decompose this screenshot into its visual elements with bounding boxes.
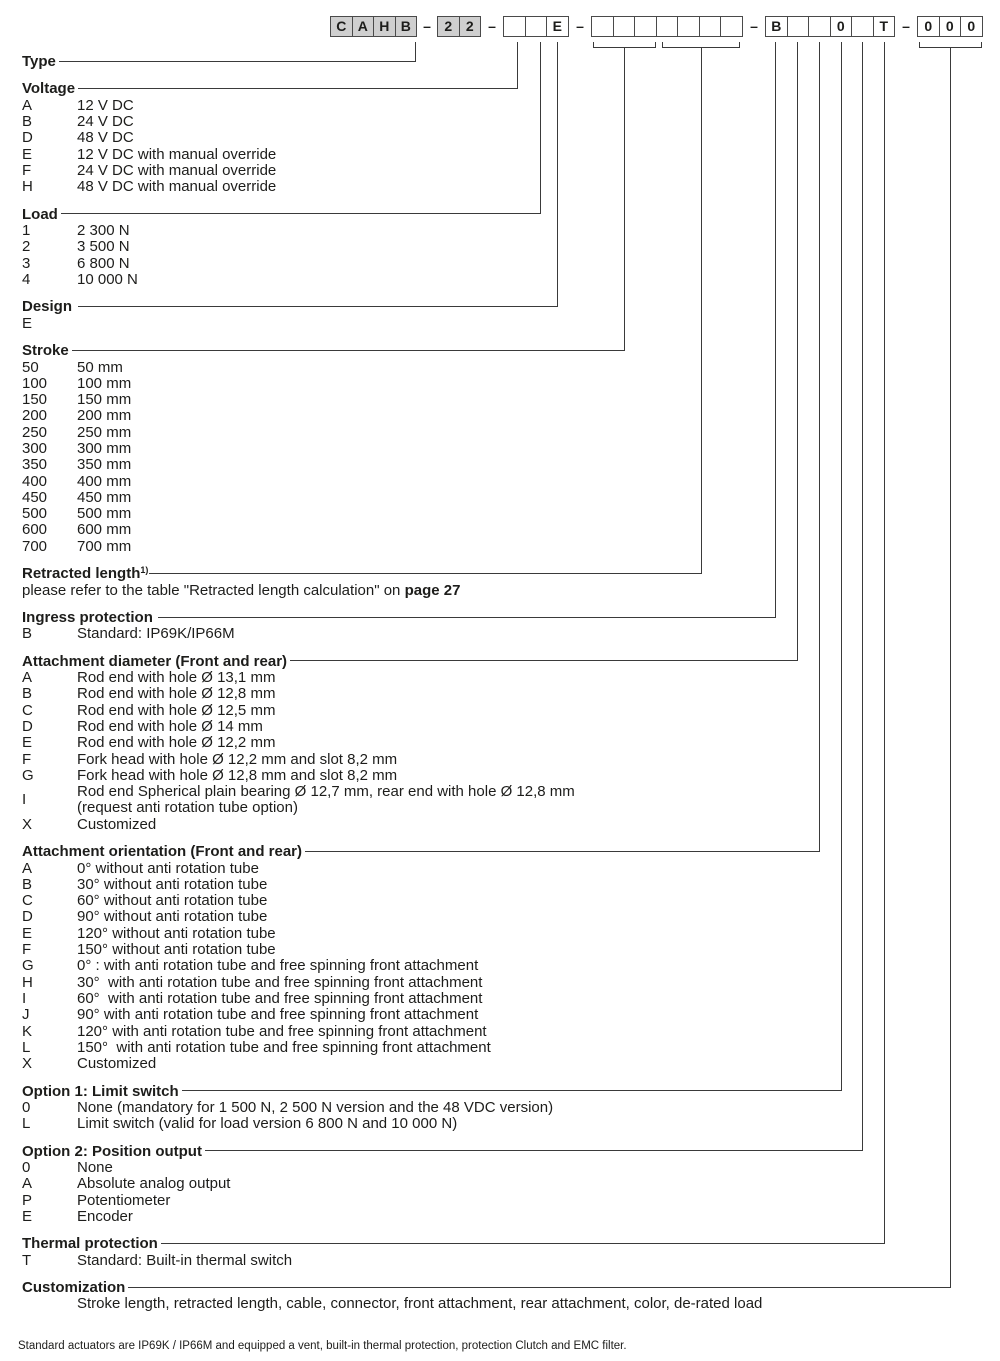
section-load [22, 207, 982, 288]
attachment-diameter-option-description-line: (request anti rotation tube option) [77, 799, 298, 817]
attachment-diameter-option-description: Rod end with hole Ø 12,2 mm [77, 734, 276, 752]
attachment-orientation-option-description: Customized [77, 1055, 157, 1073]
stroke-option-row [22, 425, 982, 441]
attachment-diameter-option-description: Rod end with hole Ø 12,5 mm [77, 701, 276, 719]
voltage-option-description: 12 V DC [77, 96, 134, 114]
section-customization [22, 1280, 982, 1313]
attachment-diameter-option-description: Customized [77, 815, 157, 833]
stroke-option-code: 50 [22, 358, 39, 376]
load-option-description: 10 000 N [77, 270, 138, 288]
section-stroke [22, 343, 982, 555]
leader-line [128, 1287, 951, 1288]
attachment-orientation-option-row [22, 893, 982, 909]
attachment-diameter-option-description-line: Rod end Spherical plain bearing Ø 12,7 mm, rear end with hole Ø 12,8 mm [77, 783, 575, 801]
voltage-option-row [22, 98, 982, 114]
stroke-option-code: 150 [22, 391, 48, 409]
section-retracted-length [22, 566, 982, 599]
section-attachment-diameter [22, 654, 982, 833]
voltage-option-code: D [22, 129, 33, 147]
stroke-option-description: 700 mm [77, 537, 132, 555]
leader-line [158, 617, 776, 618]
section-header [22, 654, 798, 670]
page-reference: page 27 [404, 581, 461, 599]
section-type-label: Type [22, 53, 56, 70]
section-header [22, 1144, 863, 1160]
attachment-orientation-option-description: 60° without anti rotation tube [77, 892, 268, 910]
code-box-size: 2 [437, 16, 460, 37]
attachment-orientation-option-row [22, 991, 982, 1007]
retracted-length-note-text: please refer to the table "Retracted length calculation" on [22, 581, 405, 599]
leader-line [78, 88, 518, 89]
attachment-diameter-option-row [22, 703, 982, 719]
position-output-option-description: Encoder [77, 1207, 133, 1225]
thermal-protection-option-code: T [22, 1251, 32, 1269]
voltage-option-code: B [22, 113, 33, 131]
position-output-option-description: None [77, 1158, 113, 1176]
section-load-label: Load [22, 205, 58, 223]
attachment-orientation-option-code: G [22, 957, 34, 975]
voltage-option-code: F [22, 161, 32, 179]
code-box-size: 2 [459, 16, 482, 37]
footnote-mark: 1) [140, 565, 149, 576]
leader-line [305, 851, 820, 852]
code-box-attachment-diameter [787, 16, 810, 37]
ordering-key [22, 54, 982, 1313]
load-option-description: 3 500 N [77, 238, 130, 256]
position-output-option-code: A [22, 1175, 33, 1193]
position-output-option-description: Absolute analog output [77, 1175, 231, 1193]
voltage-option-description: 24 V DC with manual override [77, 161, 277, 179]
attachment-orientation-option-description: 30° with anti rotation tube and free spinning front attachment [77, 973, 483, 991]
attachment-diameter-option-row [22, 752, 982, 768]
stroke-option-description: 500 mm [77, 505, 132, 523]
attachment-orientation-option-description: 150° without anti rotation tube [77, 941, 276, 959]
stroke-option-code: 400 [22, 472, 48, 490]
leader-line [59, 61, 416, 62]
voltage-option-description: 48 V DC [77, 129, 134, 147]
code-box-retracted-length [656, 16, 679, 37]
attachment-diameter-option-description: Rod end with hole Ø 12,8 mm [77, 685, 276, 703]
section-header [22, 566, 702, 582]
attachment-orientation-option-code: L [22, 1038, 31, 1056]
code-box-option-2 [851, 16, 874, 37]
position-output-option-row [22, 1209, 982, 1225]
section-attachment-diameter-label: Attachment diameter (Front and rear) [22, 652, 288, 670]
code-separator: – [750, 18, 758, 34]
attachment-diameter-option-code: E [22, 734, 33, 752]
attachment-diameter-option-description [77, 784, 575, 817]
voltage-option-code: A [22, 96, 33, 114]
section-attachment-orientation [22, 844, 982, 1072]
attachment-diameter-option-code: I [22, 791, 27, 809]
customization-option-description: Stroke length, retracted length, cable, connector, front attachment, rear attachment, color, de-rated load [77, 1295, 763, 1313]
attachment-orientation-option-code: J [22, 1006, 30, 1024]
load-option-description: 6 800 N [77, 254, 130, 272]
leader-line [161, 1243, 885, 1244]
stroke-option-row [22, 441, 982, 457]
code-group-voltage-load-design [503, 16, 569, 37]
code-group-options [765, 16, 895, 37]
thermal-protection-option-row [22, 1253, 982, 1269]
voltage-option-code: H [22, 178, 33, 196]
section-option-2-label: Option 2: Position output [22, 1142, 202, 1160]
attachment-orientation-option-code: K [22, 1022, 33, 1040]
stroke-option-row [22, 392, 982, 408]
voltage-option-row [22, 114, 982, 130]
stroke-option-row [22, 490, 982, 506]
attachment-diameter-option-code: C [22, 701, 33, 719]
attachment-diameter-option-row [22, 735, 982, 751]
code-box-thermal-protection: T [873, 16, 896, 37]
load-option-code: 4 [22, 270, 31, 288]
stroke-option-row [22, 522, 982, 538]
code-box-stroke [613, 16, 636, 37]
ingress-protection-option-code: B [22, 625, 33, 643]
attachment-diameter-option-code: A [22, 669, 33, 687]
attachment-diameter-option-row [22, 670, 982, 686]
limit-switch-options [22, 1100, 982, 1133]
stroke-option-description: 600 mm [77, 521, 132, 539]
section-header [22, 1280, 951, 1296]
attachment-orientation-option-description: 120° with anti rotation tube and free spinning front attachment [77, 1022, 487, 1040]
load-option-code: 1 [22, 222, 31, 240]
attachment-orientation-option-code: H [22, 973, 33, 991]
stroke-option-code: 700 [22, 537, 48, 555]
attachment-diameter-option-row [22, 817, 982, 833]
voltage-option-row [22, 147, 982, 163]
section-header [22, 1236, 885, 1252]
section-option-1-label: Option 1: Limit switch [22, 1082, 179, 1100]
stroke-option-description: 150 mm [77, 391, 132, 409]
leader-line-vertical [819, 42, 820, 852]
customization-option-row [22, 1296, 982, 1312]
leader-line [149, 573, 702, 574]
leader-line-vertical [557, 42, 558, 307]
code-group-type [330, 16, 417, 37]
code-group-stroke-retracted [591, 16, 743, 37]
attachment-diameter-option-description: Rod end with hole Ø 13,1 mm [77, 669, 276, 687]
limit-switch-option-code: 0 [22, 1098, 31, 1116]
stroke-option-row [22, 360, 982, 376]
attachment-diameter-option-row [22, 768, 982, 784]
voltage-option-description: 24 V DC [77, 113, 134, 131]
stroke-option-row [22, 506, 982, 522]
load-option-row [22, 272, 982, 288]
leader-line-vertical [540, 42, 541, 214]
code-box-stroke [634, 16, 657, 37]
section-header [22, 844, 820, 860]
attachment-orientation-option-row [22, 942, 982, 958]
stroke-option-description: 100 mm [77, 374, 132, 392]
stroke-option-row [22, 457, 982, 473]
section-customization-label: Customization [22, 1279, 126, 1297]
code-box-customization: 0 [917, 16, 940, 37]
section-ingress-protection [22, 610, 982, 643]
position-output-option-row [22, 1193, 982, 1209]
section-header [22, 299, 558, 315]
attachment-diameter-option-code: B [22, 685, 33, 703]
limit-switch-option-row [22, 1116, 982, 1132]
section-retracted-length-label [22, 566, 148, 582]
code-separator: – [902, 18, 910, 34]
section-header [22, 610, 776, 626]
code-box-voltage [503, 16, 526, 37]
attachment-orientation-option-description: 90° with anti rotation tube and free spinning front attachment [77, 1006, 479, 1024]
code-separator: – [576, 18, 584, 34]
stroke-options [22, 360, 982, 556]
section-option-1 [22, 1084, 982, 1133]
load-option-row [22, 223, 982, 239]
stroke-option-description: 400 mm [77, 472, 132, 490]
attachment-orientation-option-description: 0° : with anti rotation tube and free spinning front attachment [77, 957, 479, 975]
stroke-option-description: 200 mm [77, 407, 132, 425]
attachment-orientation-option-row [22, 1056, 982, 1072]
code-box-attachment-orientation [808, 16, 831, 37]
ingress-protection-option-row [22, 626, 982, 642]
attachment-orientation-option-row [22, 958, 982, 974]
leader-line-vertical [415, 42, 416, 62]
section-attachment-orientation-label: Attachment orientation (Front and rear) [22, 843, 303, 861]
load-option-code: 3 [22, 254, 31, 272]
code-box-customization: 0 [960, 16, 983, 37]
leader-line-vertical [797, 42, 798, 661]
attachment-orientation-option-row [22, 1040, 982, 1056]
code-box-type: H [373, 16, 396, 37]
retracted-length-note [22, 583, 982, 599]
design-options [22, 316, 982, 332]
stroke-option-description: 350 mm [77, 456, 132, 474]
attachment-orientation-option-row [22, 1024, 982, 1040]
attachment-orientation-option-row [22, 877, 982, 893]
voltage-option-code: E [22, 145, 33, 163]
limit-switch-option-description: Limit switch (valid for load version 6 800 N and 10 000 N) [77, 1115, 458, 1133]
position-output-option-row [22, 1176, 982, 1192]
section-design-label: Design [22, 298, 73, 316]
stroke-option-row [22, 474, 982, 490]
load-option-row [22, 239, 982, 255]
limit-switch-option-row [22, 1100, 982, 1116]
stroke-option-row [22, 408, 982, 424]
leader-line-vertical [517, 42, 518, 89]
attachment-orientation-option-description: 90° without anti rotation tube [77, 908, 268, 926]
code-box-customization: 0 [939, 16, 962, 37]
section-header [22, 54, 416, 70]
thermal-protection-options [22, 1253, 982, 1269]
voltage-option-row [22, 130, 982, 146]
attachment-orientation-option-description: 30° without anti rotation tube [77, 875, 268, 893]
position-output-option-row [22, 1160, 982, 1176]
attachment-orientation-option-description: 60° with anti rotation tube and free spinning front attachment [77, 989, 483, 1007]
code-box-retracted-length [720, 16, 743, 37]
voltage-option-description: 48 V DC with manual override [77, 178, 277, 196]
attachment-diameter-option-code: X [22, 815, 33, 833]
attachment-orientation-option-description: 0° without anti rotation tube [77, 859, 259, 877]
attachment-orientation-options [22, 861, 982, 1073]
attachment-orientation-option-row [22, 926, 982, 942]
attachment-orientation-option-code: F [22, 941, 32, 959]
stroke-option-description: 250 mm [77, 423, 132, 441]
attachment-orientation-option-description: 120° without anti rotation tube [77, 924, 276, 942]
section-header [22, 207, 541, 223]
limit-switch-option-description: None (mandatory for 1 500 N, 2 500 N version and the 48 VDC version) [77, 1098, 554, 1116]
section-design [22, 299, 982, 332]
position-output-option-code: 0 [22, 1158, 31, 1176]
design-option-code: E [22, 314, 33, 332]
stroke-option-code: 300 [22, 439, 48, 457]
attachment-orientation-option-description: 150° with anti rotation tube and free spinning front attachment [77, 1038, 491, 1056]
attachment-orientation-option-code: D [22, 908, 33, 926]
stroke-option-code: 600 [22, 521, 48, 539]
position-output-option-code: E [22, 1207, 33, 1225]
voltage-option-description: 12 V DC with manual override [77, 145, 277, 163]
attachment-orientation-option-code: C [22, 892, 33, 910]
section-header [22, 1084, 842, 1100]
attachment-diameter-option-code: F [22, 750, 32, 768]
attachment-diameter-option-code: G [22, 766, 34, 784]
code-box-retracted-length [699, 16, 722, 37]
footnote: Standard actuators are IP69K / IP66M and equipped a vent, built-in thermal protection, protection Clutch and EMC filter. [18, 1340, 627, 1352]
stroke-option-code: 500 [22, 505, 48, 523]
code-group-size [437, 16, 481, 37]
attachment-orientation-option-row [22, 861, 982, 877]
retracted-length-title: Retracted length [22, 565, 141, 583]
code-box-ingress-protection: B [765, 16, 788, 37]
section-header [22, 343, 625, 359]
ingress-protection-options [22, 626, 982, 642]
attachment-orientation-option-code: I [22, 989, 27, 1007]
load-option-row [22, 256, 982, 272]
attachment-diameter-option-code: D [22, 718, 33, 735]
ingress-protection-option-description: Standard: IP69K/IP66M [77, 625, 235, 643]
stroke-option-code: 350 [22, 456, 48, 474]
code-box-design: E [546, 16, 569, 37]
stroke-option-description: 50 mm [77, 358, 123, 376]
attachment-orientation-option-code: B [22, 875, 33, 893]
leader-line [205, 1150, 863, 1151]
position-output-option-description: Potentiometer [77, 1191, 171, 1209]
leader-line-vertical [884, 42, 885, 1244]
leader-line [61, 213, 541, 214]
attachment-orientation-option-code: X [22, 1055, 33, 1073]
section-stroke-label: Stroke [22, 342, 69, 360]
attachment-diameter-option-row [22, 784, 982, 817]
code-box-type: A [352, 16, 375, 37]
stroke-option-code: 450 [22, 488, 48, 506]
attachment-diameter-option-description: Fork head with hole Ø 12,8 mm and slot 8,2 mm [77, 766, 398, 784]
stroke-option-description: 300 mm [77, 439, 132, 457]
section-ingress-protection-label: Ingress protection [22, 609, 153, 627]
voltage-options [22, 98, 982, 196]
voltage-option-row [22, 163, 982, 179]
attachment-diameter-options [22, 670, 982, 833]
code-box-option-1: 0 [830, 16, 853, 37]
leader-line-vertical [862, 42, 863, 1151]
stroke-option-code: 200 [22, 407, 48, 425]
code-box-type: C [330, 16, 353, 37]
attachment-orientation-option-row [22, 909, 982, 925]
leader-line-vertical [624, 48, 625, 351]
code-separator: – [488, 18, 496, 34]
leader-line-vertical [701, 48, 702, 574]
leader-line-vertical [841, 42, 842, 1091]
limit-switch-option-code: L [22, 1115, 31, 1133]
thermal-protection-option-description: Standard: Built-in thermal switch [77, 1251, 293, 1269]
design-option-row [22, 316, 982, 332]
section-option-2 [22, 1144, 982, 1225]
stroke-option-code: 250 [22, 423, 48, 441]
section-header [22, 81, 518, 97]
stroke-option-row [22, 539, 982, 555]
voltage-option-row [22, 179, 982, 195]
attachment-orientation-option-code: A [22, 859, 33, 877]
section-type [22, 54, 982, 70]
attachment-orientation-option-row [22, 1007, 982, 1023]
leader-line-vertical [950, 48, 951, 1288]
attachment-diameter-option-description: Fork head with hole Ø 12,2 mm and slot 8,2 mm [77, 750, 398, 768]
attachment-diameter-option-row [22, 686, 982, 702]
code-group-customization [917, 16, 983, 37]
section-thermal-protection-label: Thermal protection [22, 1235, 158, 1253]
leader-line [182, 1090, 842, 1091]
stroke-option-code: 100 [22, 374, 48, 392]
designation-code-bar [0, 0, 1000, 52]
customization-options [22, 1296, 982, 1312]
load-options [22, 223, 982, 288]
leader-line [72, 350, 625, 351]
leader-line-vertical [775, 42, 776, 618]
stroke-option-row [22, 376, 982, 392]
attachment-orientation-option-code: E [22, 924, 33, 942]
position-output-options [22, 1160, 982, 1225]
load-option-description: 2 300 N [77, 222, 130, 240]
load-option-code: 2 [22, 238, 31, 256]
code-box-type: B [395, 16, 418, 37]
leader-line [290, 660, 798, 661]
section-voltage-label: Voltage [22, 80, 76, 98]
code-box-load [525, 16, 548, 37]
stroke-option-description: 450 mm [77, 488, 132, 506]
leader-line [78, 306, 558, 307]
attachment-diameter-option-row [22, 719, 982, 735]
code-box-retracted-length [677, 16, 700, 37]
section-voltage [22, 81, 982, 195]
position-output-option-code: P [22, 1191, 33, 1209]
section-thermal-protection [22, 1236, 982, 1269]
code-separator: – [423, 18, 431, 34]
attachment-orientation-option-row [22, 975, 982, 991]
attachment-diameter-option-description: Rod end with hole Ø 14 mm [77, 718, 263, 735]
code-box-stroke [591, 16, 614, 37]
